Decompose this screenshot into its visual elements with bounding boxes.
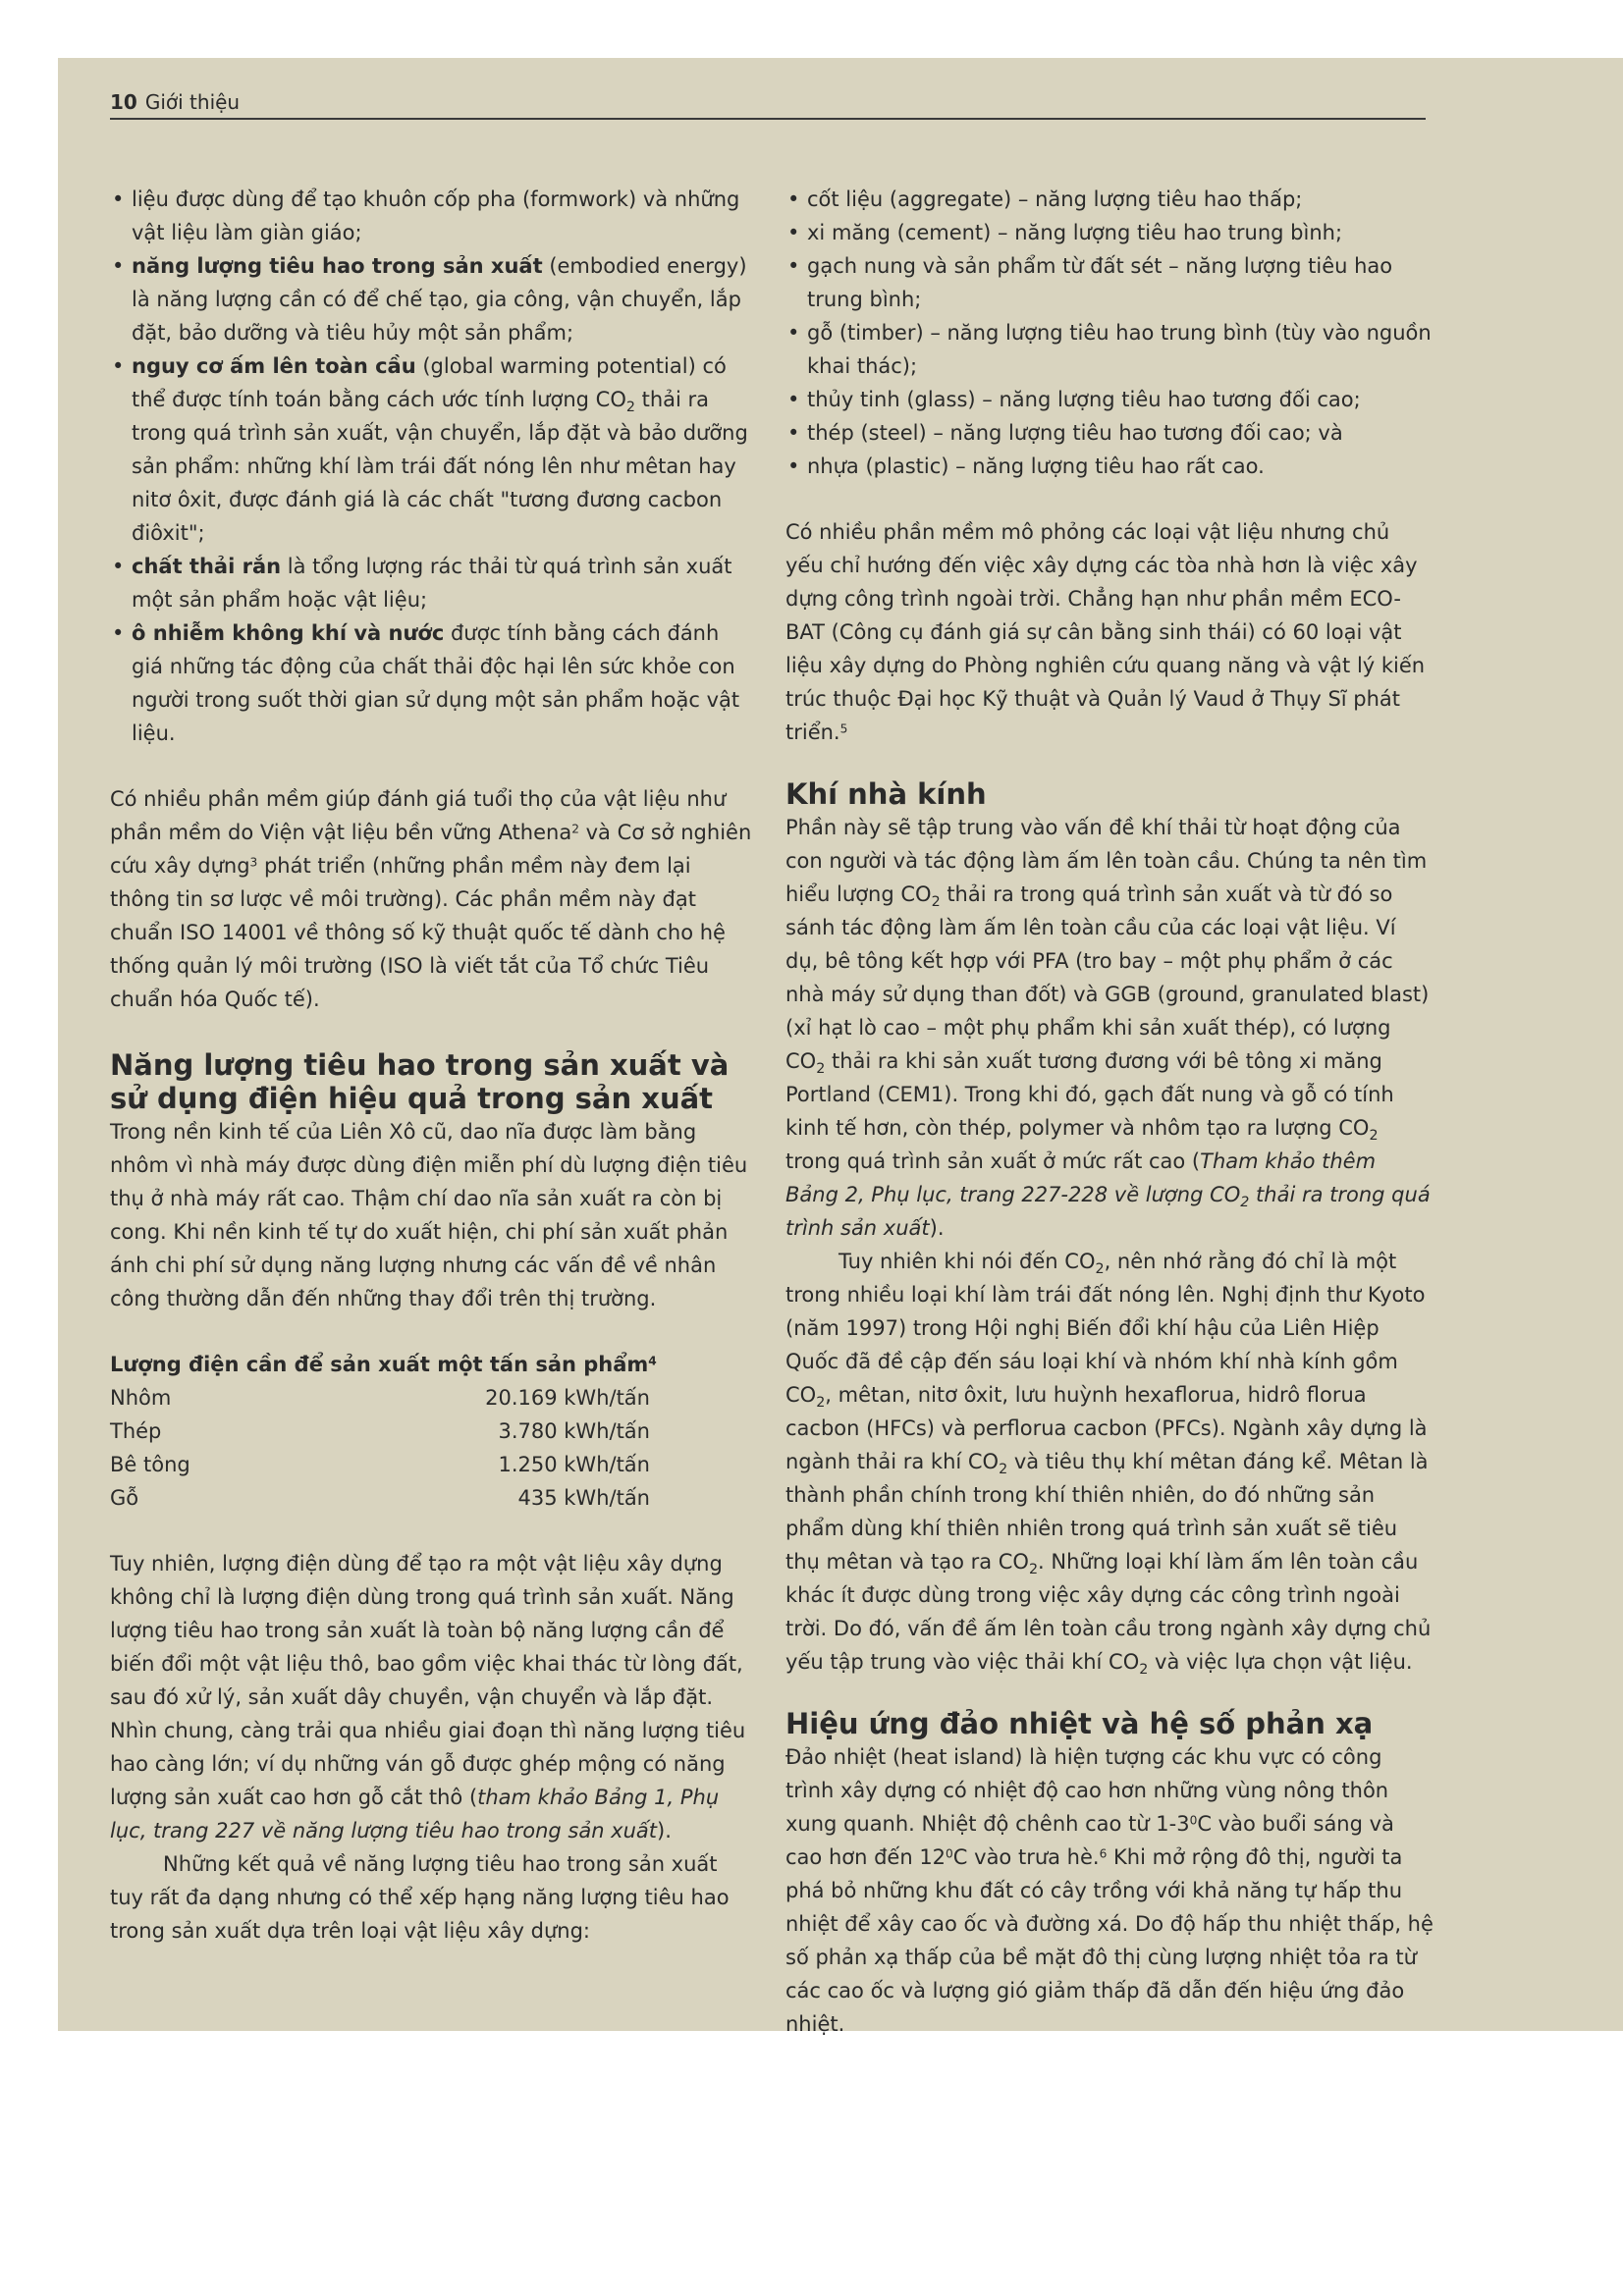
energy-value: 435 kWh/tấn [517, 1486, 650, 1510]
criteria-list [110, 183, 752, 750]
list-item-text: thải ra trong quá trình sản xuất, vận chuyển, lắp đặt và bảo dưỡng sản phẩm: những khí làm trái đất nóng lên như mêtan hay nitơ ôxit, được đánh giá là các chất "tương đương cacbon điôxit"; [132, 388, 748, 545]
material-name: Bê tông [110, 1453, 190, 1476]
table-row [110, 1415, 650, 1448]
list-item: • nhựa (plastic) – năng lượng tiêu hao rất cao. [785, 450, 1434, 483]
paragraph: Có nhiều phần mềm mô phỏng các loại vật liệu nhưng chủ yếu chỉ hướng đến việc xây dựng các tòa nhà hơn là việc xây dựng công trình ngoài trời. Chẳng hạn như phần mềm ECO-BAT (Công cụ đánh giá sự cân bằng sinh thái) có 60 loại vật liệu xây dựng do Phòng nghiên cứu quang năng và vật lý kiến trúc thuộc Đại học Kỹ thuật và Quản lý Vaud ở Thụy Sĩ phát triển.$^5$ [785, 520, 1426, 744]
list-item: • thủy tinh (glass) – năng lượng tiêu hao tương đối cao; [785, 383, 1434, 416]
footnote-ref: 5 [839, 721, 848, 736]
footnote-ref: 3 [249, 855, 258, 870]
list-item [110, 349, 752, 550]
footnote-ref: 6 [1099, 1846, 1108, 1861]
term: năng lượng tiêu hao trong sản xuất [132, 254, 543, 278]
left-column [110, 183, 752, 1948]
list-item: • xi măng (cement) – năng lượng tiêu hao trung bình; [785, 216, 1434, 249]
material-name: Nhôm [110, 1386, 172, 1410]
page-number: 10 [110, 90, 137, 114]
running-header [110, 86, 1426, 120]
paragraph: Có nhiều phần mềm giúp đánh giá tuổi thọ của vật liệu như phần mềm do Viện vật liệu bền vững Athena$^2$ và Cơ sở nghiên cứu xây dựng$^3$ phát triển (những phần mềm này đem lại thông tin sơ lược về môi trường). Các phần mềm này đạt chuẩn ISO 14001 về thông số kỹ thuật quốc tế dành cho hệ thống quản lý môi trường (ISO là viết tắt của Tổ chức Tiêu chuẩn hóa Quốc tế). [110, 787, 752, 1011]
paragraph: Trong nền kinh tế của Liên Xô cũ, dao nĩa được làm bằng nhôm vì nhà máy được dùng điện miễn phí dù lượng điện tiêu thụ ở nhà máy rất cao. Thậm chí dao nĩa sản xuất ra còn bị cong. Khi nền kinh tế tự do xuất hiện, chi phí sản xuất phản ánh chi phí sử dụng năng lượng nhưng các vấn đề về nhân công thường dẫn đến những thay đổi trên thị trường. [110, 1120, 748, 1310]
list-item: • gạch nung và sản phẩm từ đất sét – năng lượng tiêu hao trung bình; [785, 249, 1434, 316]
footnote-ref: 2 [571, 822, 579, 836]
list-item [110, 249, 752, 349]
list-item-text: liệu được dùng để tạo khuôn cốp pha (formwork) và những vật liệu làm giàn giáo; [132, 187, 740, 244]
table-row [110, 1481, 650, 1515]
paragraph: Tuy nhiên, lượng điện dùng để tạo ra một vật liệu xây dựng không chỉ là lượng điện dùng trong quá trình sản xuất. Năng lượng tiêu hao trong sản xuất là toàn bộ năng lượng cần để biến đổi một vật liệu thô, bao gồm việc khai thác từ lòng đất, sau đó xử lý, sản xuất dây chuyền, vận chuyển và lắp đặt. Nhìn chung, càng trải qua nhiều giai đoạn thì năng lượng tiêu hao càng lớn; ví dụ những ván gỗ được ghép mộng có năng lượng sản xuất cao hơn gỗ cắt thô (tham khảo Bảng 1, Phụ lục, trang 227 về năng lượng tiêu hao trong sản xuất). [110, 1552, 746, 1842]
section-heading: Hiệu ứng đảo nhiệt và hệ số phản xạ [785, 1707, 1374, 1740]
list-item-text: được tính bằng cách đánh giá những tác động của chất thải độc hại lên sức khỏe con người trong suốt thời gian sử dụng một sản phẩm hoặc vật liệu. [132, 621, 740, 745]
right-column [785, 183, 1434, 2041]
paragraph: Những kết quả về năng lượng tiêu hao trong sản xuất tuy rất đa dạng nhưng có thể xếp hạng năng lượng tiêu hao trong sản xuất dựa trên loại vật liệu xây dựng: [110, 1852, 730, 1943]
list-item [110, 183, 752, 249]
list-item-text: (global warming potential) có thể được tính toán bằng cách ước tính lượng CO [132, 354, 727, 411]
list-item [110, 550, 752, 616]
section-heading: Khí nhà kính [785, 777, 987, 811]
energy-value: 1.250 kWh/tấn [498, 1453, 650, 1476]
paragraph: Phần này sẽ tập trung vào vấn đề khí thải từ hoạt động của con người và tác động làm ấm lên toàn cầu. Chúng ta nên tìm hiểu lượng $CO_2$ thải ra trong quá trình sản xuất và từ đó so sánh tác động làm ấm lên toàn cầu của các loại vật liệu. Ví dụ, bê tông kết hợp với PFA (tro bay – một phụ phẩm ở các nhà máy sử dụng than đốt) và GGB (ground, granulated blast) (xỉ hạt lò cao – một phụ phẩm khi sản xuất thép), có lượng $CO_2$ thải ra khi sản xuất tương đương với bê tông xi măng Portland (CEM1). Trong khi đó, gạch đất nung và gỗ có tính kinh tế hơn, còn thép, polymer và nhôm tạo ra lượng $CO_2$ trong quá trình sản xuất ở mức rất cao (Tham khảo thêm Bảng 2, Phụ lục, trang 227-228 về lượng $CO_2$ thải ra trong quá trình sản xuất). [785, 816, 1431, 1240]
paragraph: Tuy nhiên khi nói đến $CO_2$, nên nhớ rằng đó chỉ là một trong nhiều loại khí làm trái đất nóng lên. Nghị định thư Kyoto (năm 1997) trong Hội nghị Biến đổi khí hậu của Liên Hiệp Quốc đã đề cập đến sáu loại khí và nhóm khí nhà kính gồm $CO_2$, mêtan, nitơ ôxit, lưu huỳnh hexaflorua, hidrô florua cacbon (HFCs) và perflorua cacbon (PFCs). Ngành xây dựng là ngành thải ra khí $CO_2$ và tiêu thụ khí mêtan đáng kể. Mêtan là thành phần chính trong khí thiên nhiên, do đó những sản phẩm dùng khí thiên nhiên trong quá trình sản xuất sẽ tiêu thụ mêtan và tạo ra $CO_2$. Những loại khí làm ấm lên toàn cầu khác ít được dùng trong việc xây dựng các công trình ngoài trời. Do đó, vấn đề ấm lên toàn cầu trong ngành xây dựng chủ yếu tập trung vào việc thải khí $CO_2$ và việc lựa chọn vật liệu. [785, 1250, 1432, 1678]
list-item [110, 616, 752, 750]
term: nguy cơ ấm lên toàn cầu [132, 354, 416, 378]
material-energy-list [785, 183, 1434, 483]
material-name: Gỗ [110, 1486, 139, 1510]
section-heading: Năng lượng tiêu hao trong sản xuất và sử dụng điện hiệu quả trong sản xuất [110, 1048, 730, 1115]
list-item: • thép (steel) – năng lượng tiêu hao tương đối cao; và [785, 416, 1434, 450]
paragraph: Đảo nhiệt (heat island) là hiện tượng các khu vực có công trình xây dựng có nhiệt độ cao hơn những vùng nông thôn xung quanh. Nhiệt độ chênh cao từ $1-3^0C$ vào buổi sáng và cao hơn đến $12^0C$ vào trưa hè.$^6$ Khi mở rộng đô thị, người ta phá bỏ những khu đất có cây trồng với khả năng tự hấp thu nhiệt để xây cao ốc và đường xá. Do độ hấp thu nhiệt thấp, hệ số phản xạ thấp của bề mặt đô thị cùng lượng nhiệt tỏa ra từ các cao ốc và lượng gió giảm thấp đã dẫn đến hiệu ứng đảo nhiệt. [785, 1745, 1434, 2036]
section-title: Giới thiệu [144, 90, 241, 114]
term: ô nhiễm không khí và nước [132, 621, 445, 645]
italic-reference: tham khảo Bảng 1, Phụ lục, trang 227 về năng lượng tiêu hao trong sản xuất [110, 1786, 720, 1842]
subscript: 2 [625, 399, 635, 415]
energy-value: 20.169 kWh/tấn [485, 1386, 650, 1410]
energy-value: 3.780 kWh/tấn [498, 1419, 650, 1443]
footnote-ref: 4 [648, 1354, 657, 1368]
table-row [110, 1381, 650, 1415]
table-row [110, 1448, 650, 1481]
energy-table [110, 1381, 650, 1515]
list-item: • cốt liệu (aggregate) – năng lượng tiêu hao thấp; [785, 183, 1434, 216]
material-name: Thép [110, 1419, 162, 1443]
table-title: Lượng điện cần để sản xuất một tấn sản phẩm$^4$ [110, 1353, 657, 1376]
list-item-text: là tổng lượng rác thải từ quá trình sản xuất một sản phẩm hoặc vật liệu; [132, 555, 732, 612]
italic-reference: Tham khảo thêm Bảng 2, Phụ lục, trang 227-228 về lượng $CO_2$ thải ra trong quá trình sản xuất [785, 1149, 1431, 1240]
term: chất thải rắn [132, 555, 282, 578]
list-item-text: (embodied energy) là năng lượng cần có để chế tạo, gia công, vận chuyển, lắp đặt, bảo dưỡng và tiêu hủy một sản phẩm; [132, 254, 747, 345]
list-item: • gỗ (timber) – năng lượng tiêu hao trung bình (tùy vào nguồn khai thác); [785, 316, 1434, 383]
